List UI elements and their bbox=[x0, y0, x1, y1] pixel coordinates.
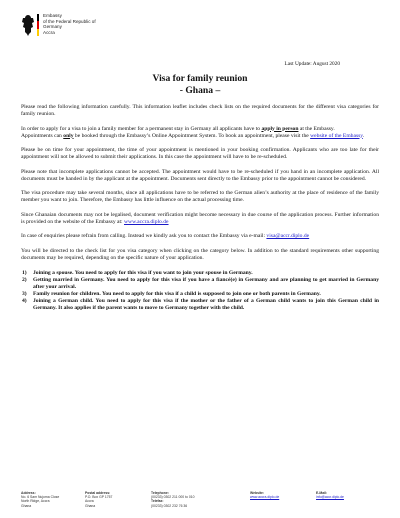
title-line-2: - Ghana – bbox=[179, 84, 221, 96]
incomplete-applications-paragraph: Please note that incomplete applications cannot be accepted. The appointment would have to be re-scheduled if you hand in an incomplete application. All documents must be handed in by the applicant at the appointment. Documents sent directly to the Embassy prior to the appointment cannot be considered. bbox=[21, 168, 379, 182]
footer-website-link[interactable]: www.accra.diplo.de bbox=[250, 495, 280, 500]
intro-paragraph: Please read the following information carefully. This information leaflet includes check lists on the required documents for the different visa categories for family reunion. bbox=[21, 104, 379, 118]
document-title bbox=[0, 73, 400, 96]
category-family-reunion-children[interactable]: 3) Family reunion for children. You need to apply for this visa if a child is supposed to join one or both parents in Germany. bbox=[22, 290, 321, 297]
checklist-intro-paragraph: You will be directed to the check list for you visa category when clicking on the category below. In addition to the standard requirements other supporting documents may be required, depending on the specific nature of your application. bbox=[21, 247, 379, 262]
footer-address: Address: No. 6 Sam Nujoma Close North Ridge, Accra Ghana bbox=[21, 491, 60, 508]
footer-website: Website: www.accra.diplo.de bbox=[250, 491, 280, 500]
german-flag-bar bbox=[37, 14, 39, 36]
only-emphasis: only bbox=[63, 132, 74, 139]
footer-postal-address: Postal address: P.O. Box GP 1757 Accra Ghana bbox=[85, 491, 113, 508]
footer-email: E-Mail: info@accr.diplo.de bbox=[316, 491, 344, 500]
embassy-name: Embassy of the Federal Republic of Germany Accra bbox=[43, 13, 96, 35]
apply-in-person-emphasis: apply in person bbox=[261, 125, 299, 132]
enquiries-paragraph: In case of enquiries please refrain from calling. Instead we kindly ask you to contact the Embassy via e-mail: visa@accr.diplo.de bbox=[21, 233, 310, 240]
document-verification-paragraph: Since Ghanaian documents may not be legalised, document verification might become necessary in due course of the application process. Further information is provided on the website of the Embassy at: www.accra.diplo.de bbox=[21, 211, 379, 225]
embassy-logo bbox=[21, 13, 111, 43]
footer-email-link[interactable]: info@accr.diplo.de bbox=[316, 495, 344, 500]
category-joining-spouse[interactable]: 1) Joining a spouse. You need to apply for this visa if you want to join your spouse in Germany. bbox=[22, 269, 253, 276]
embassy-website-link[interactable]: website of the Embassy bbox=[310, 132, 363, 139]
document-body bbox=[21, 104, 379, 312]
last-update-date: Last Update: August 2020 bbox=[284, 61, 340, 67]
visa-email-link[interactable]: visa@accr.diplo.de bbox=[266, 233, 310, 240]
federal-eagle-icon bbox=[21, 13, 35, 37]
appointment-paragraph: In order to apply for a visa to join a family member for a permanent stay in Germany all applicants have to apply in person at the Embassy. Appointments can only be booked through the Embassy’s Online Appointment System. To book an appointment, please visit the website of the Embassy. bbox=[21, 125, 365, 139]
embassy-website-url-link[interactable]: www.accra.diplo.de bbox=[124, 218, 169, 225]
title-line-1: Visa for family reunion bbox=[152, 73, 248, 84]
visa-category-list bbox=[21, 270, 379, 313]
category-getting-married[interactable]: 2) Getting married in Germany. You need to apply for this visa if you have a fiancé(e) in Germany and are planning to get married in Germany after your arrival. bbox=[22, 276, 379, 290]
processing-time-paragraph: The visa procedure may take several months, since all applications have to be referred to the German alien’s authority at the place of residence of the family member you want to join. Therefore, the Embassy has little influence on the actual processing time. bbox=[21, 190, 379, 204]
punctuality-paragraph: Please be on time for your appointment, the time of your appointment is mentioned in your booking confirmation. Applicants who are too late for their appointment will not be allowed to submit their applications. In this case the appointment will have to be re-scheduled. bbox=[21, 147, 379, 161]
category-joining-german-child[interactable]: 4) Joining a German child. You need to apply for this visa if the mother or the father of a German child wants to join this German child in Germany. It also applies if the parent wants to move to Germany together with the child. bbox=[22, 297, 379, 311]
footer-telephone: Telephone: (00233) 0302 211 000 to 010 Telefax: (00233) 0302 232 76 36 bbox=[151, 491, 195, 508]
